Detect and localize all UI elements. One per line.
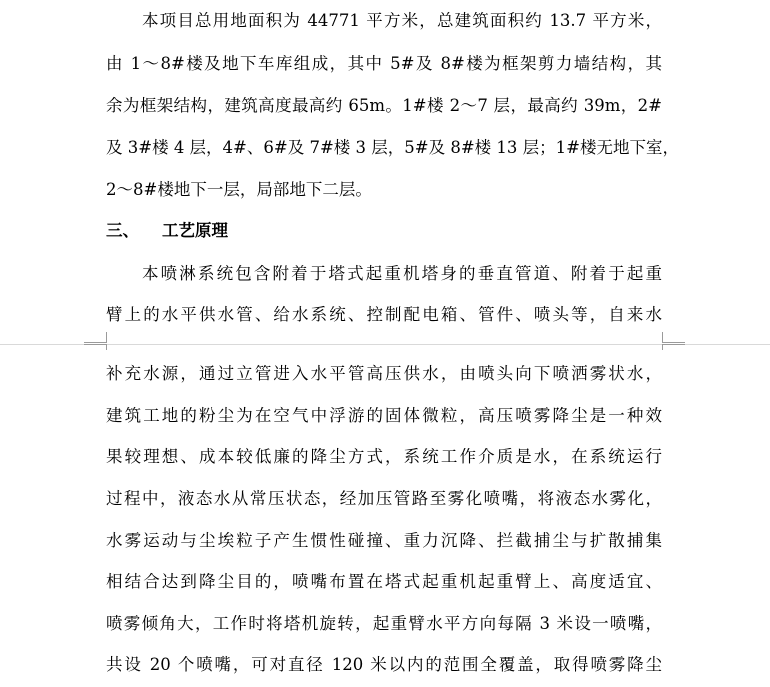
section-number: 三、 (106, 221, 139, 240)
paragraph-line: 臂上的水平供水管、给水系统、控制配电箱、管件、喷头等，自来水 (106, 305, 662, 324)
paragraph-line: 水雾运动与尘埃粒子产生惯性碰撞、重力沉降、拦截捕尘与扩散捕集 (106, 531, 662, 550)
paragraph-line: 由 1～8#楼及地下车库组成，其中 5#及 8#楼为框架剪力墙结构，其 (106, 54, 662, 73)
paragraph-line: 余为框架结构，建筑高度最高约 65m。1#楼 2～7 层，最高约 39m，2# (106, 96, 662, 115)
paragraph-line: 补充水源，通过立管进入水平管高压供水，由喷头向下喷洒雾状水， (106, 364, 662, 383)
page-corner-mark (84, 332, 107, 343)
paragraph-line: 本喷淋系统包含附着于塔式起重机塔身的垂直管道、附着于起重 (142, 264, 662, 283)
paragraph-line: 建筑工地的粉尘为在空气中浮游的固体微粒，高压喷雾降尘是一种效 (106, 406, 662, 425)
section-heading (106, 221, 228, 241)
paragraph-line: 及 3#楼 4 层，4#、6#及 7#楼 3 层，5#及 8#楼 13 层；1#楼无地下室， (106, 138, 679, 157)
paragraph-line: 相结合达到降尘目的，喷嘴布置在塔式起重机起重臂上、高度适宜、 (106, 572, 662, 591)
paragraph-line: 喷雾倾角大，工作时将塔机旋转，起重臂水平方向每隔 3 米设一喷嘴， (106, 614, 662, 633)
paragraph-line: 果较理想、成本较低廉的降尘方式，系统工作介质是水，在系统运行 (106, 447, 662, 466)
paragraph-line: 2～8#楼地下一层，局部地下二层。 (106, 180, 372, 199)
paragraph-line: 共设 20 个喷嘴，可对直径 120 米以内的范围全覆盖，取得喷雾降尘 (106, 655, 662, 674)
document-page-2 (0, 350, 770, 687)
paragraph-line: 过程中，液态水从常压状态，经加压管路至雾化喷嘴，将液态水雾化， (106, 489, 662, 508)
paragraph-line: 本项目总用地面积为 44771 平方米，总建筑面积约 13.7 平方米， (142, 11, 662, 30)
page-corner-mark (662, 332, 685, 343)
section-title: 工艺原理 (162, 221, 228, 240)
